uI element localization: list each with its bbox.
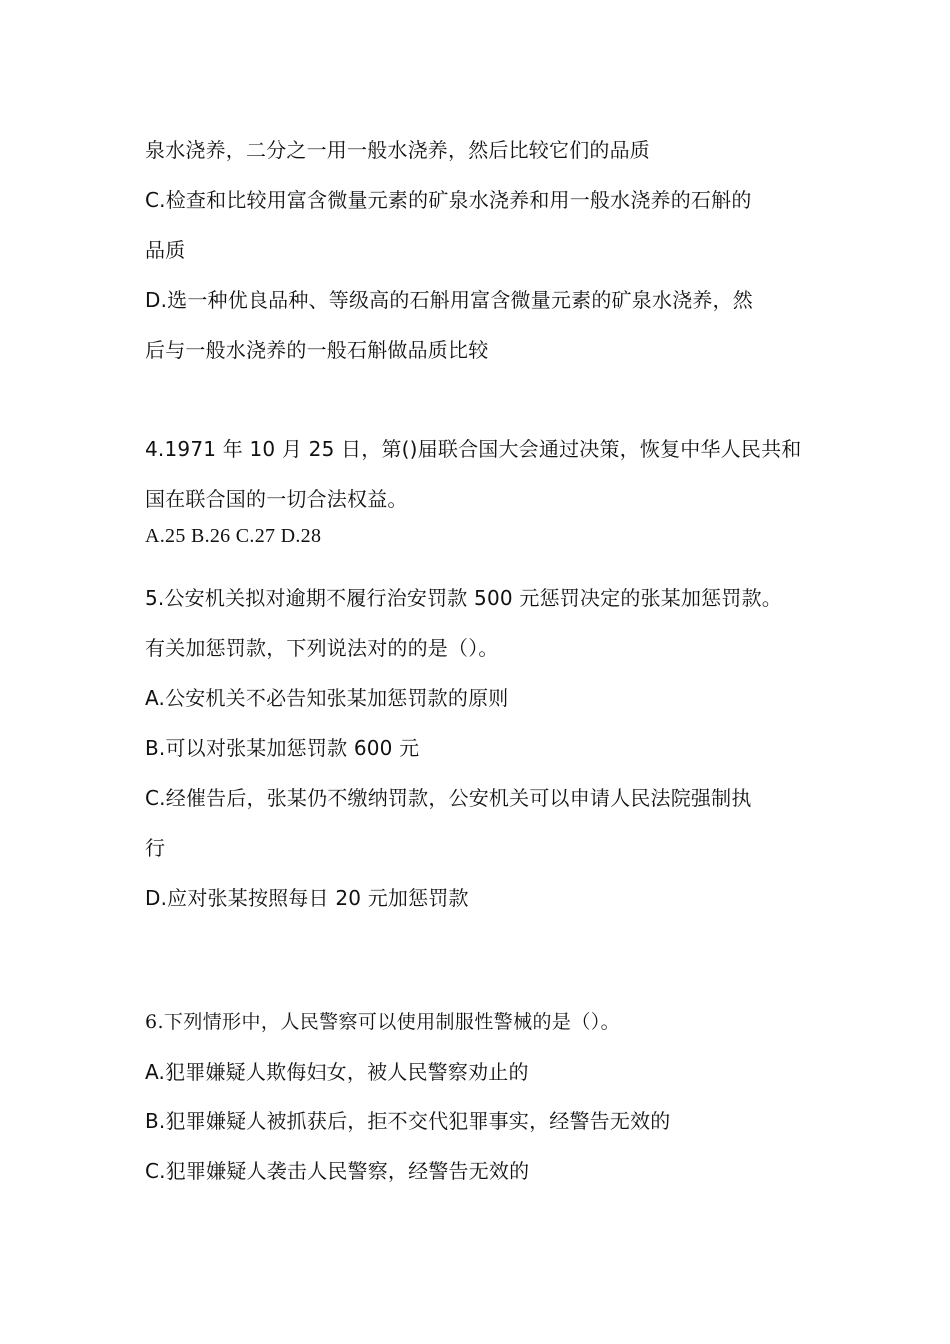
q6-option-b: B.犯罪嫌疑人被抓获后，拒不交代犯罪事实，经警告无效的 — [145, 1109, 671, 1133]
q5-stem-line2: 有关加惩罚款，下列说法对的的是（）。 — [145, 636, 499, 660]
q6-stem: 6.下列情形中，人民警察可以使用制服性警械的是（）。 — [145, 1011, 621, 1033]
q3-continuation: 泉水浇养，二分之一用一般水浇养，然后比较它们的品质 — [145, 138, 650, 162]
q4-stem-line2: 国在联合国的一切合法权益。 — [145, 487, 408, 511]
q4-options: A.25 B.26 C.27 D.28 — [145, 525, 322, 547]
q5-option-a: A.公安机关不必告知张某加惩罚款的原则 — [145, 686, 509, 710]
q3-option-d-line1: D.选一种优良品种、等级高的石斛用富含微量元素的矿泉水浇养，然 — [145, 288, 753, 312]
q5-option-c-line2: 行 — [145, 836, 166, 860]
q5-stem-line1: 5.公安机关拟对逾期不履行治安罚款 500 元惩罚决定的张某加惩罚款。 — [145, 586, 782, 610]
q3-option-c-line2: 品质 — [145, 238, 186, 262]
q6-option-c: C.犯罪嫌疑人袭击人民警察，经警告无效的 — [145, 1159, 530, 1183]
q5-option-c-line1: C.经催告后，张某仍不缴纳罚款，公安机关可以申请人民法院强制执 — [145, 786, 752, 810]
q3-option-d-line2: 后与一般水浇养的一般石斛做品质比较 — [145, 338, 489, 362]
q4-stem-line1: 4.1971 年 10 月 25 日，第()届联合国大会通过决策，恢复中华人民共和 — [145, 437, 802, 461]
q6-option-a: A.犯罪嫌疑人欺侮妇女，被人民警察劝止的 — [145, 1060, 529, 1084]
q3-option-c-line1: C.检查和比较用富含微量元素的矿泉水浇养和用一般水浇养的石斛的 — [145, 188, 752, 212]
q5-option-d: D.应对张某按照每日 20 元加惩罚款 — [145, 886, 469, 910]
q5-option-b: B.可以对张某加惩罚款 600 元 — [145, 736, 420, 760]
